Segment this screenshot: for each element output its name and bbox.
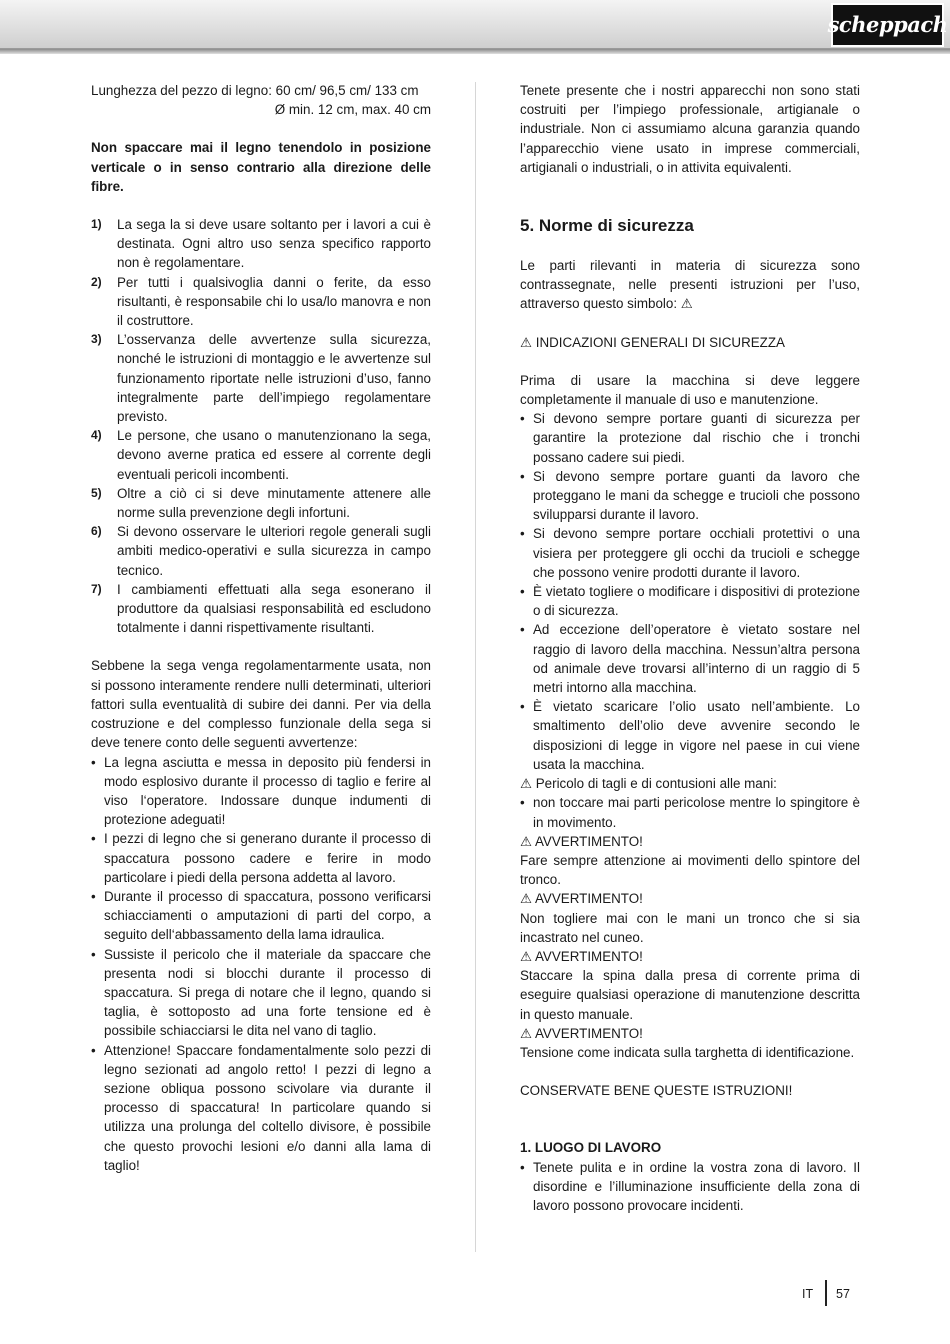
list-item: 3) L’osservanza delle avvertenze sulla sicurezza, nonché le istruzioni di montaggio e le avvertenze sul funzionamento riportate nelle istruzioni d’uso, fanno integralmente parte dell’impiego regolamentare previsto.	[91, 332, 431, 425]
warning-label: ⚠ AVVERTIMENTO!	[520, 833, 643, 849]
right-column	[520, 81, 860, 1215]
language-code: IT	[802, 1287, 814, 1301]
header-bar	[0, 0, 950, 49]
list-item: 4) Le persone, che usano o manutenzionano la sega, devono averne pratica ed essere al corrente degli eventuali pericoli incombenti.	[91, 428, 431, 482]
list-item: • Si devono sempre portare guanti di sicurezza per garantire la protezione dal rischio che i tronchi possano cadere sui piedi.	[520, 411, 860, 465]
residual-risk-bullets	[91, 753, 431, 1175]
warning-text: Tensione come indicata sulla targhetta di identificazione.	[520, 1044, 855, 1060]
warning-label: ⚠ AVVERTIMENTO!	[520, 891, 643, 907]
residual-risk-paragraph: Sebbene la sega venga regolamentarmente usata, non si possono interamente rendere nulli determinati, ulteriori fattori sulla eventualità di subire dei danni. Per via della costruzione e del complesso funzionale della sega si deve tenere conto delle seguenti avvertenze:	[91, 658, 431, 751]
manual-paragraph: Prima di usare la macchina si deve leggere completamente il manuale di uso e manutenzione.	[520, 372, 860, 408]
list-item: • La legna asciutta e messa in deposito più fendersi in modo esplosivo durante il processo di taglio e ferire al viso l‘operatore. Indossare dunque indumenti di protezione adeguati!	[91, 754, 431, 828]
vertical-split-warning: Non spaccare mai il legno tenendolo in posizione verticale o in senso contrario alla direzione delle fibre.	[91, 140, 431, 194]
warning-text: Fare sempre attenzione ai movimenti dello spintore del tronco.	[520, 852, 860, 888]
workplace-title: 1. LUOGO DI LAVORO	[520, 1140, 662, 1156]
left-column	[91, 81, 431, 1175]
page-number: 57	[836, 1287, 850, 1301]
scheppach-logo: scheppach	[831, 3, 944, 47]
warning-label: ⚠ AVVERTIMENTO!	[520, 948, 643, 964]
hand-danger-line: ⚠ Pericolo di tagli e di contusioni alle mani:	[520, 776, 777, 792]
numbered-list	[91, 215, 431, 637]
diameter-line: Ø min. 12 cm, max. 40 cm	[274, 102, 431, 118]
symbol-paragraph: Le parti rilevanti in materia di sicurezza sono contrassegnate, nelle presenti istruzioni per l’uso, attraverso questo simbolo: ⚠	[520, 258, 860, 312]
length-line: Lunghezza del pezzo di legno: 60 cm/ 96,5 cm/ 133 cm	[91, 83, 419, 98]
list-item: • È vietato scaricare l’olio usato nell’ambiente. Lo smaltimento dell’olio deve avvenire secondo le disposizioni di legge in vigore nel paese in cui viene usata la macchina.	[520, 699, 860, 772]
column-divider	[475, 82, 476, 1252]
general-safety-heading: ⚠ INDICAZIONI GENERALI DI SICUREZZA	[520, 334, 785, 350]
list-item: • Tenete pulita e in ordine la vostra zona di lavoro. Il disordine e l’illuminazione insufficiente della zona di lavoro possono provocare incidenti.	[520, 1159, 860, 1213]
list-item: • Si devono sempre portare occhiali protettivi o una visiera per proteggere gli occhi da trucioli e schegge che possono venire prodotti durante il lavoro.	[520, 526, 860, 580]
list-item: 1) La sega la si deve usare soltanto per i lavori a cui è destinata. Ogni altro uso senza specifico rapporto non è regolamentare.	[91, 217, 431, 271]
intro-paragraph: Tenete presente che i nostri apparecchi non sono stati costruiti per l’impiego professionale, artigianale o industriale. Non ci assumiamo alcuna garanzia quando l’apparecchio viene usato in imprese commerciali, artigianali o industriali, o in attivita equivalenti.	[520, 83, 860, 175]
list-item: • Si devono sempre portare guanti da lavoro che proteggano le mani da schegge e trucioli che possono svilupparsi durante il lavoro.	[520, 468, 860, 523]
warning-label: ⚠ AVVERTIMENTO!	[520, 1025, 643, 1041]
list-item: 6) Si devono osservare le ulteriori regole generali sugli ambiti medico-operativi e sulla sicurezza in campo tecnico.	[91, 524, 431, 578]
section-title: 5. Norme di sicurezza	[520, 216, 694, 236]
list-item: • Attenzione! Spaccare fondamentalmente solo pezzi di legno sezionati ad angolo retto! I pezzi di legno a sezione obliqua possono scivolare via durante il processo di spaccatura! In particolare quando si utilizza una prolunga del coltello divisore, è possibile che questo provochi lesioni e/o danni alla lama di taglio!	[91, 1042, 431, 1173]
list-item: • non toccare mai parti pericolose mentre lo spingitore è in movimento.	[520, 795, 860, 830]
warning-text: Non togliere mai con le mani un tronco che si sia incastrato nel cuneo.	[520, 910, 860, 945]
safety-bullets	[520, 409, 860, 774]
list-item: 5) Oltre a ciò ci si deve minutamente attenere alle norme sulla prevenzione degli infortuni.	[91, 485, 431, 521]
header-shadow	[0, 49, 950, 54]
footer-separator	[825, 1280, 827, 1306]
list-item: • Durante il processo di spaccatura, possono verificarsi schiacciamenti o amputazioni di parti del corpo, a seguito dell‘abbassamento della lama idraulica.	[91, 888, 431, 943]
list-item: 7) I cambiamenti effettuati alla sega esonerano il produttore da qualsiasi responsabilità ed escludono totalmente i danni rispettivamente risultanti.	[91, 581, 431, 636]
keep-instructions: CONSERVATE BENE QUESTE ISTRUZIONI!	[520, 1083, 793, 1099]
list-item: 2) Per tutti i qualsivoglia danni o ferite, da esso risultanti, è responsabile chi lo usa/lo manovra e non il costruttore.	[91, 274, 431, 329]
list-item: • È vietato togliere o modificare i dispositivi di protezione o di sicurezza.	[520, 584, 860, 619]
list-item: • Ad eccezione dell’operatore è vietato sostare nel raggio di lavoro della macchina. Nessun’altra persona od animale deve trovarsi all’interno di un raggio di 5 metri intorno alla macchina.	[520, 622, 860, 696]
list-item: • I pezzi di legno che si generano durante il processo di spaccatura possono cadere e ferire in modo particolare i piedi della persona addetta al lavoro.	[91, 831, 431, 885]
warning-text: Staccare la spina dalla presa di corrente prima di eseguire qualsiasi operazione di manutenzione descritta in questo manuale.	[520, 968, 860, 1022]
list-item: • Sussiste il pericolo che il materiale da spaccare che presenta nodi si blocchi durante il processo di spaccatura. Si prega di notare che il legno, quando si taglia, è sottoposto ad una forte tensione ed è possibile schiacciarsi le dita nel vano di taglio.	[91, 946, 431, 1039]
